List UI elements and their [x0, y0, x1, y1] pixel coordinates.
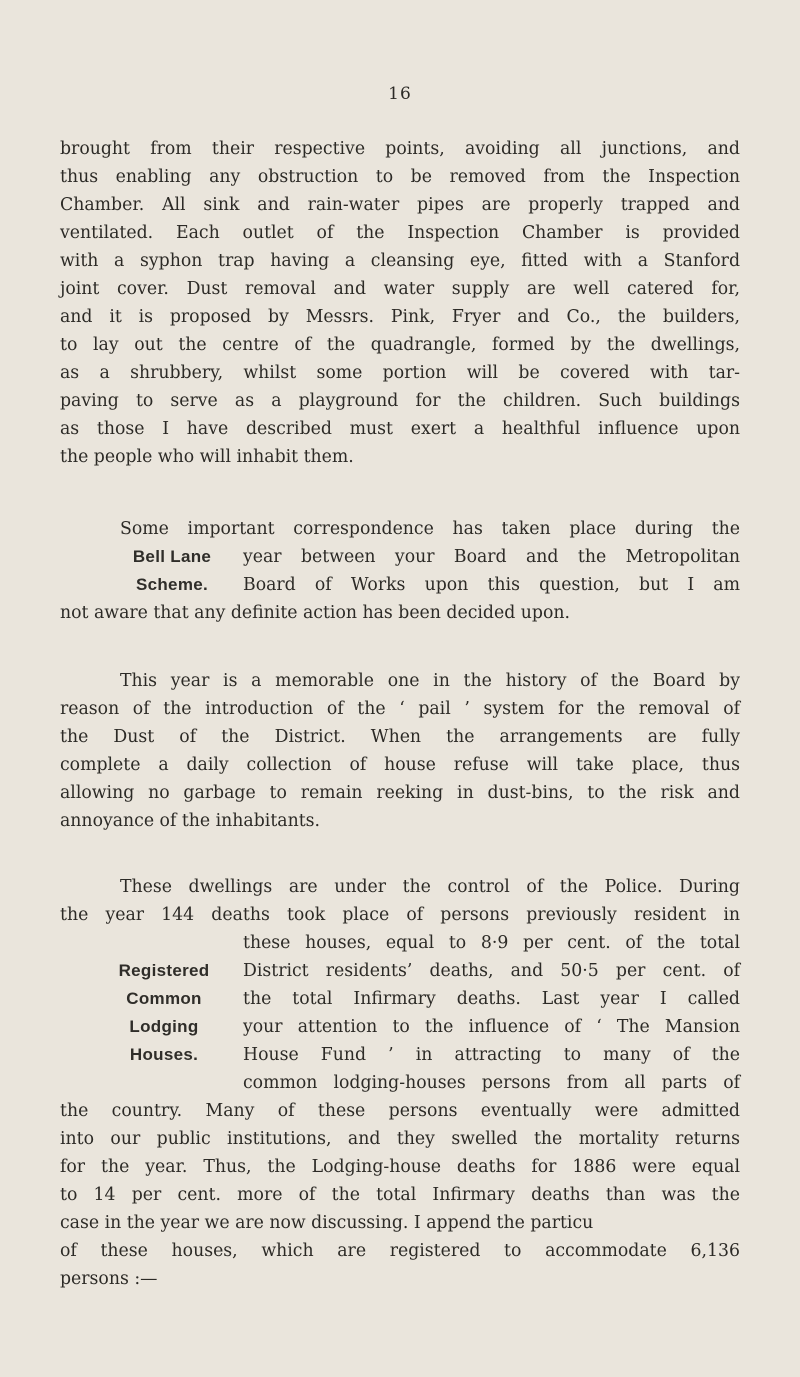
text-line: the Dust of the District. When the arrangements are fully	[60, 727, 740, 747]
text-line: This year is a memorable one in the history of the Board by	[120, 671, 740, 691]
text-line: the people who will inhabit them.	[60, 447, 354, 467]
text-line: persons :—	[60, 1269, 158, 1289]
text-line: These dwellings are under the control of the Police. During	[120, 877, 740, 897]
text-line: as a shrubbery, whilst some portion will be covered with tar-	[60, 363, 740, 383]
text-line: not aware that any definite action has been decided upon.	[60, 603, 570, 623]
text-line: the country. Many of these persons eventually were admitted	[60, 1101, 740, 1121]
side-heading-line: Houses.	[129, 1045, 199, 1064]
text-line: for the year. Thus, the Lodging-house deaths for 1886 were equal	[60, 1157, 740, 1177]
text-line: case in the year we are now discussing. I append the particu	[60, 1213, 594, 1233]
text-line: allowing no garbage to remain reeking in dust-bins, to the risk and	[60, 783, 740, 803]
text-line: Board of Works upon this question, but I am	[243, 575, 740, 595]
side-heading-line: Common	[126, 989, 202, 1008]
text-line: thus enabling any obstruction to be removed from the Inspection	[60, 167, 740, 187]
text-line: as those I have described must exert a healthful influence upon	[60, 419, 740, 439]
text-line: District residents’ deaths, and 50·5 per cent. of	[243, 961, 740, 981]
text-line: paving to serve as a playground for the children. Such buildings	[60, 391, 740, 411]
page-number: 16	[388, 84, 412, 104]
text-line: Some important correspondence has taken place during the	[120, 519, 740, 539]
text-line: reason of the introduction of the ‘ pail ’ system for the removal of	[60, 699, 740, 719]
text-line: annoyance of the inhabitants.	[60, 811, 321, 831]
text-line: with a syphon trap having a cleansing eye, fitted with a Stanford	[60, 251, 740, 271]
text-line: joint cover. Dust removal and water supply are well catered for,	[60, 279, 740, 299]
text-line: to 14 per cent. more of the total Infirmary deaths than was the	[60, 1185, 740, 1205]
text-line: Chamber. All sink and rain-water pipes are properly trapped and	[60, 195, 740, 215]
text-line: to lay out the centre of the quadrangle, formed by the dwellings,	[60, 335, 740, 355]
side-heading-line: Scheme.	[135, 575, 209, 594]
side-heading-line: Registered	[118, 961, 210, 980]
text-line: year between your Board and the Metropolitan	[243, 547, 740, 567]
text-line: your attention to the influence of ‘ The Mansion	[243, 1017, 740, 1037]
text-line: the year 144 deaths took place of persons previously resident in	[60, 905, 740, 925]
side-heading-line: Lodging	[129, 1017, 199, 1036]
text-line: these houses, equal to 8·9 per cent. of the total	[243, 933, 740, 953]
text-line: the total Infirmary deaths. Last year I called	[243, 989, 740, 1009]
text-line: complete a daily collection of house refuse will take place, thus	[60, 755, 740, 775]
text-line: into our public institutions, and they swelled the mortality returns	[60, 1129, 740, 1149]
text-line: of these houses, which are registered to accommodate 6,136	[60, 1241, 740, 1261]
text-line: ventilated. Each outlet of the Inspection Chamber is provided	[60, 223, 740, 243]
text-line: House Fund ’ in attracting to many of the	[243, 1045, 740, 1065]
text-line: common lodging-houses persons from all parts of	[243, 1073, 740, 1093]
text-line: and it is proposed by Messrs. Pink, Fryer and Co., the builders,	[60, 307, 740, 327]
side-heading-line: Bell Lane	[132, 547, 212, 566]
text-line: brought from their respective points, avoiding all junctions, and	[60, 139, 740, 159]
